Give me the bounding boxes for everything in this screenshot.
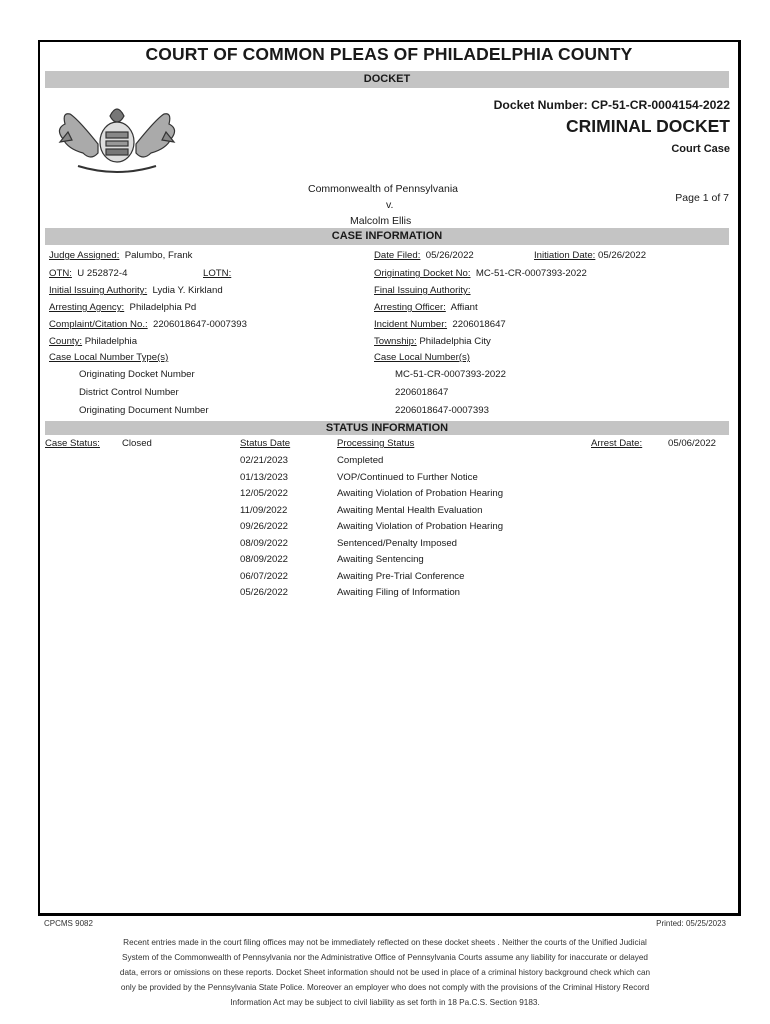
- field-label: Date Filed:: [374, 250, 421, 261]
- field-value: Palumbo, Frank: [124, 250, 193, 261]
- initial-issuing-authority: [49, 285, 223, 296]
- field-label: Initial Issuing Authority:: [49, 285, 148, 296]
- processing-status: Completed: [337, 455, 384, 466]
- date-filed: [374, 250, 474, 261]
- field-value: Lydia Y. Kirkland: [152, 285, 223, 296]
- local-number: 2206018647-0007393: [395, 405, 489, 416]
- field-label: Judge Assigned:: [49, 250, 120, 261]
- field-value: MC-51-CR-0007393-2022: [475, 268, 587, 279]
- local-number-type: Originating Document Number: [79, 405, 209, 416]
- court-title: COURT OF COMMON PLEAS OF PHILADELPHIA COUNTY: [145, 44, 633, 64]
- field-value: 05/26/2022: [598, 250, 647, 261]
- field-value: Philadelphia Pd: [129, 302, 197, 313]
- printed-date: Printed: 05/25/2023: [656, 919, 726, 928]
- field-label: Initiation Date:: [534, 250, 596, 261]
- status-date: 05/26/2022: [240, 587, 289, 598]
- field-label: County:: [49, 336, 83, 347]
- status-date-header: Status Date: [240, 438, 291, 449]
- local-number: MC-51-CR-0007393-2022: [395, 369, 506, 380]
- disclaimer-line: System of the Commonwealth of Pennsylvania nor the Administrative Office of Pennsylvania Courts assume any liability for inaccurate or delayed: [122, 953, 648, 962]
- disclaimer-line: Recent entries made in the court filing offices may not be immediately reflected on these docket sheets . Neither the courts of the Unified Judicial: [123, 938, 647, 947]
- docket-number-value: CP-51-CR-0004154-2022: [591, 98, 730, 112]
- status-date: 08/09/2022: [240, 538, 289, 549]
- local-number: 2206018647: [395, 387, 449, 398]
- defendant: Malcolm Ellis: [350, 215, 412, 227]
- local-number-type: Originating Docket Number: [79, 369, 195, 380]
- plaintiff: Commonwealth of Pennsylvania: [308, 183, 458, 195]
- case-local-number-types-label: Case Local Number Type(s): [49, 352, 169, 363]
- case-information-bar: CASE INFORMATION: [45, 228, 729, 245]
- status-date: 06/07/2022: [240, 571, 289, 582]
- disclaimer-line: only be provided by the Pennsylvania State Police. Moreover an employer who does not comply with the provisions of the Criminal History Record: [120, 983, 650, 992]
- field-value: Philadelphia City: [419, 336, 491, 347]
- docket-number: [494, 98, 730, 112]
- status-date: 01/13/2023: [240, 472, 289, 483]
- field-label: Final Issuing Authority:: [374, 285, 471, 296]
- processing-status: Awaiting Pre-Trial Conference: [337, 571, 465, 582]
- processing-status: Awaiting Mental Health Evaluation: [337, 505, 483, 516]
- docket-section-bar: DOCKET: [45, 71, 729, 88]
- field-label: Originating Docket No:: [374, 268, 471, 279]
- case-status-label: Case Status:: [45, 438, 100, 449]
- field-value: Affiant: [450, 302, 478, 313]
- processing-status: VOP/Continued to Further Notice: [337, 472, 478, 483]
- arrest-date-label: Arrest Date:: [591, 438, 643, 449]
- lotn: [203, 268, 231, 279]
- disclaimer-line: data, errors or omissions on these reports. Docket Sheet information should not be used in place of a criminal history background check which can: [119, 968, 651, 977]
- judge-assigned: [49, 250, 192, 261]
- page-indicator: Page 1 of 7: [675, 192, 729, 204]
- field-label: OTN:: [49, 268, 72, 279]
- incident-number: [374, 319, 506, 330]
- status-information-bar: STATUS INFORMATION: [45, 421, 729, 435]
- docket-type: CRIMINAL DOCKET: [566, 116, 730, 136]
- local-number-type: District Control Number: [79, 387, 179, 398]
- status-date: 09/26/2022: [240, 521, 289, 532]
- case-status-value: Closed: [122, 438, 152, 449]
- processing-status-header: Processing Status: [337, 438, 415, 449]
- final-issuing-authority: [374, 285, 471, 296]
- field-value: 2206018647-0007393: [153, 319, 247, 330]
- processing-status: Awaiting Filing of Information: [337, 587, 461, 598]
- docket-page-frame: [38, 40, 741, 916]
- field-label: Incident Number:: [374, 319, 448, 330]
- pennsylvania-seal-icon: [48, 94, 186, 176]
- complaint-citation-no: [49, 319, 247, 330]
- field-label: Township:: [374, 336, 417, 347]
- field-value: 2206018647: [452, 319, 506, 330]
- status-date: 11/09/2022: [240, 505, 288, 516]
- arresting-officer: [374, 302, 478, 313]
- processing-status: Awaiting Violation of Probation Hearing: [337, 521, 504, 532]
- status-date: 02/21/2023: [240, 455, 289, 466]
- field-value: 05/26/2022: [425, 250, 474, 261]
- versus: v.: [386, 199, 394, 211]
- case-local-numbers-label: Case Local Number(s): [374, 352, 470, 363]
- township: [374, 336, 491, 347]
- status-date: 12/05/2022: [240, 488, 289, 499]
- field-value: U 252872-4: [77, 268, 128, 279]
- field-label: Arresting Officer:: [374, 302, 446, 313]
- form-id: CPCMS 9082: [44, 919, 93, 928]
- disclaimer: [60, 935, 710, 1010]
- status-date: 08/09/2022: [240, 554, 289, 565]
- arrest-date-value: 05/06/2022: [668, 438, 717, 449]
- docket-number-label: Docket Number:: [493, 98, 588, 112]
- arresting-agency: [49, 302, 196, 313]
- otn: [49, 268, 127, 279]
- field-label: Arresting Agency:: [49, 302, 125, 313]
- case-kind: Court Case: [671, 143, 730, 155]
- processing-status: Awaiting Violation of Probation Hearing: [337, 488, 504, 499]
- processing-status: Awaiting Sentencing: [337, 554, 424, 565]
- processing-status: Sentenced/Penalty Imposed: [337, 538, 458, 549]
- originating-docket-no: [374, 268, 587, 279]
- field-value: Philadelphia: [84, 336, 138, 347]
- county: [49, 336, 137, 347]
- field-label: Complaint/Citation No.:: [49, 319, 148, 330]
- initiation-date: [534, 250, 646, 261]
- disclaimer-line: Information Act may be subject to civil liability as set forth in 18 Pa.C.S. Section 9183.: [230, 998, 540, 1007]
- field-label: LOTN:: [203, 268, 232, 279]
